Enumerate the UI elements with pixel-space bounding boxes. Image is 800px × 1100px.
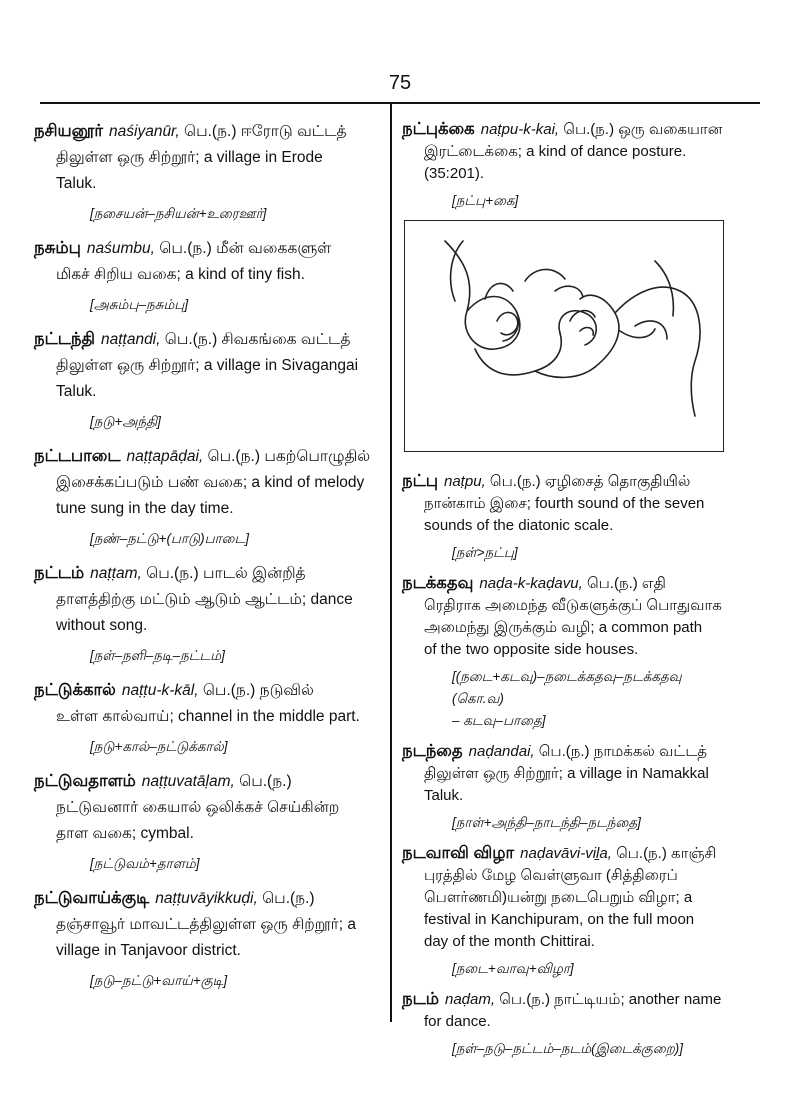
entry-first-line xyxy=(402,740,732,763)
entry-transliteration: naṭṭu-k-kāl, xyxy=(121,682,199,699)
entry-definition-line: Taluk. xyxy=(56,175,97,192)
entry-etymology: [(நடை+கடவு)–நடைக்கதவு–நடக்கதவு (கொ.வ) – கடவு–பாதை] xyxy=(452,669,682,728)
entry-etymology: [நாள்+அந்தி–நாடந்தி–நடந்தை] xyxy=(452,815,641,830)
entry-definition-line: தாளத்திற்கு மட்டும் ஆடும் ஆட்டம்; dance xyxy=(56,591,353,608)
entry-first-line xyxy=(34,443,380,470)
dictionary-entry xyxy=(34,326,380,433)
entry-headword: நடக்கதவு xyxy=(402,574,474,592)
entry-etymology: [நட்பு+கை] xyxy=(452,193,519,208)
entry-transliteration: naṭṭuvatāḷam, xyxy=(141,773,235,790)
dictionary-entry xyxy=(402,118,732,212)
entry-first-line xyxy=(34,768,380,795)
entry-first-line xyxy=(34,560,380,587)
entry-transliteration: naḍavāvi-viḻa, xyxy=(520,845,612,862)
dictionary-entry xyxy=(402,572,732,732)
top-rule xyxy=(40,102,760,104)
right-column xyxy=(402,118,732,1068)
entry-definition-line: பெ.(ந.) ஒரு வகையான xyxy=(563,121,723,138)
entry-definition-line: Taluk. xyxy=(56,383,97,400)
entry-definition-line: பெ.(ந.) நடுவில் xyxy=(202,682,314,699)
entry-first-line xyxy=(402,118,732,141)
dictionary-entry xyxy=(34,885,380,992)
entry-etymology: [நடு–நட்டு+வாய்+குடி] xyxy=(90,973,228,988)
entry-definition-line: பெ.(ந.) xyxy=(239,773,292,790)
entry-definition-line: தாள வகை; cymbal. xyxy=(56,825,194,842)
dictionary-entry xyxy=(402,470,732,564)
dictionary-entry xyxy=(34,768,380,875)
entry-definition-line: திலுள்ள ஒரு சிற்றூர்; a village in Erode xyxy=(56,149,323,166)
dictionary-entry xyxy=(34,443,380,550)
entry-definition-line: நான்காம் இசை; fourth sound of the seven xyxy=(424,495,705,512)
entry-definition-line: பெ.(ந.) xyxy=(262,890,315,907)
entry-headword: நடவாவி விழா xyxy=(402,844,515,862)
entry-etymology: [நடு+அந்தி] xyxy=(90,414,161,429)
entry-etymology: [நண்–நட்டு+(பாடு)பாடை] xyxy=(90,531,249,546)
entry-transliteration: naṭṭuvāyikkuḍi, xyxy=(155,890,258,907)
entry-transliteration: naḍa-k-kaḍavu, xyxy=(479,575,583,592)
entry-first-line xyxy=(34,677,380,704)
entry-transliteration: naśiyanūr, xyxy=(109,123,180,140)
entry-definition-line: நட்டுவனார் கையால் ஒலிக்கச் செய்கின்ற xyxy=(56,799,340,816)
entry-definition-line: sounds of the diatonic scale. xyxy=(424,517,614,534)
dance-hands-drawing-icon xyxy=(405,221,723,451)
dance-posture-figure xyxy=(404,220,724,452)
entry-definition-line: திலுள்ள ஒரு சிற்றூர்; a village in Sivagangai xyxy=(56,357,359,374)
entry-headword: நட்டந்தி xyxy=(34,330,95,348)
dictionary-entry xyxy=(34,677,380,758)
entry-definition-line: அமைந்து இருக்கும் வழி; a common path xyxy=(424,619,703,636)
entry-definition-line: பெ.(ந.) நாமக்கல் வட்டத் xyxy=(538,743,708,760)
entry-etymology: [நடை+வாவு+விழா] xyxy=(452,961,574,976)
entry-definition-line: (35:201). xyxy=(424,165,485,182)
entry-transliteration: naṭpu-k-kai, xyxy=(480,121,560,138)
entry-definition-line: பெ.(ந.) காஞ்சி xyxy=(616,845,717,862)
entry-definition-line: இசைக்கப்படும் பண் வகை; a kind of melody xyxy=(56,474,365,491)
entry-definition-line: தஞ்சாவூர் மாவட்டத்திலுள்ள ஒரு சிற்றூர்; a xyxy=(56,916,356,933)
entry-definition-line: பெ.(ந.) நாட்டியம்; another name xyxy=(499,991,722,1008)
entry-transliteration: naṭpu, xyxy=(444,473,486,490)
entry-transliteration: naśumbu, xyxy=(86,240,155,257)
entry-definition-line: of the two opposite side houses. xyxy=(424,641,639,658)
entry-definition-line: tune sung in the day time. xyxy=(56,500,234,517)
entry-transliteration: naḍam, xyxy=(445,991,496,1008)
entry-definition-line: திலுள்ள ஒரு சிற்றூர்; a village in Namakkal xyxy=(424,765,709,782)
entry-headword: நசியனூர் xyxy=(34,122,104,140)
entry-first-line xyxy=(34,118,380,145)
dictionary-entry xyxy=(34,118,380,225)
entry-first-line xyxy=(402,470,732,493)
entry-definition-line: for dance. xyxy=(424,1013,491,1030)
dictionary-entry xyxy=(402,740,732,834)
entry-headword: நட்பு xyxy=(402,472,438,490)
entry-definition-line: பெ.(ந.) எதி xyxy=(586,575,666,592)
entry-etymology: [நசையன்–நசியன்+உரைஊர்] xyxy=(90,206,267,221)
page-number: 75 xyxy=(388,72,412,94)
entry-definition-line: உள்ள கால்வாய்; channel in the middle part. xyxy=(56,708,360,725)
entry-transliteration: naṭṭapāḍai, xyxy=(126,448,204,465)
entry-first-line xyxy=(402,572,732,595)
entry-definition-line: பெ.(ந.) மீன் வகைகளுள் xyxy=(159,240,332,257)
entry-transliteration: naṭṭam, xyxy=(90,565,142,582)
entry-definition-line: பெ.(ந.) ஈரோடு வட்டத் xyxy=(184,123,347,140)
entry-first-line xyxy=(34,235,380,262)
entry-definition-line: day of the month Chittirai. xyxy=(424,933,595,950)
dictionary-entry xyxy=(402,842,732,980)
entry-definition-line: பெ.(ந.) பாடல் இன்றித் xyxy=(146,565,306,582)
entry-etymology: [நள்–நளி–நடி–நட்டம்] xyxy=(90,648,225,663)
entry-definition-line: இரட்டைக்கை; a kind of dance posture. xyxy=(424,143,687,160)
entry-definition-line: பௌர்ணமி)யன்று நடைபெறும் விழா; a xyxy=(424,889,693,906)
entry-first-line xyxy=(34,326,380,353)
entry-transliteration: naṭṭandi, xyxy=(100,331,161,348)
dictionary-entry xyxy=(402,988,732,1060)
entry-headword: நட்டுக்கால் xyxy=(34,681,116,699)
entry-headword: நட்புக்கை xyxy=(402,120,475,138)
entry-definition-line: festival in Kanchipuram, on the full moon xyxy=(424,911,695,928)
left-column xyxy=(34,118,380,1002)
entry-etymology: [நள்>நட்பு] xyxy=(452,545,518,560)
entry-transliteration: naḍandai, xyxy=(468,743,535,760)
entry-definition-line: மிகச் சிறிய வகை; a kind of tiny fish. xyxy=(56,266,305,283)
entry-headword: நடம் xyxy=(402,990,439,1008)
entry-definition-line: பெ.(ந.) ஏழிசைத் தொகுதியில் xyxy=(489,473,691,490)
entry-definition-line: பெ.(ந.) பகற்பொழுதில் xyxy=(207,448,371,465)
entry-definition-line: பெ.(ந.) சிவகங்கை வட்டத் xyxy=(164,331,351,348)
entry-headword: நட்டுவாய்க்குடி xyxy=(34,889,150,907)
entry-first-line xyxy=(34,885,380,912)
entry-etymology: [நட்டுவம்+தாளம்] xyxy=(90,856,200,871)
dictionary-entry xyxy=(34,560,380,667)
entry-headword: நட்டம் xyxy=(34,564,85,582)
entry-first-line xyxy=(402,842,732,865)
entry-first-line xyxy=(402,988,732,1011)
entry-definition-line: village in Tanjavoor district. xyxy=(56,942,241,959)
entry-headword: நடந்தை xyxy=(402,742,463,760)
entry-definition-line: புரத்தில் மேழ வெள்ளுவா (சித்திரைப் xyxy=(424,867,678,884)
entry-headword: நட்டுவதாளம் xyxy=(34,772,136,790)
column-divider xyxy=(390,104,392,1022)
entry-definition-line: Taluk. xyxy=(424,787,464,804)
entry-definition-line: without song. xyxy=(56,617,148,634)
entry-headword: நசும்பு xyxy=(34,239,81,257)
entry-etymology: [அசும்பு–நசும்பு] xyxy=(90,297,189,312)
entry-etymology: [நள்–நடு–நட்டம்–நடம்(இடைக்குறை)] xyxy=(452,1041,684,1056)
entry-etymology: [நடு+கால்–நட்டுக்கால்] xyxy=(90,739,228,754)
dictionary-entry xyxy=(34,235,380,316)
entry-definition-line: ரெதிராக அமைந்த வீடுகளுக்குப் பொதுவாக xyxy=(424,597,722,614)
entry-headword: நட்டபாடை xyxy=(34,447,121,465)
